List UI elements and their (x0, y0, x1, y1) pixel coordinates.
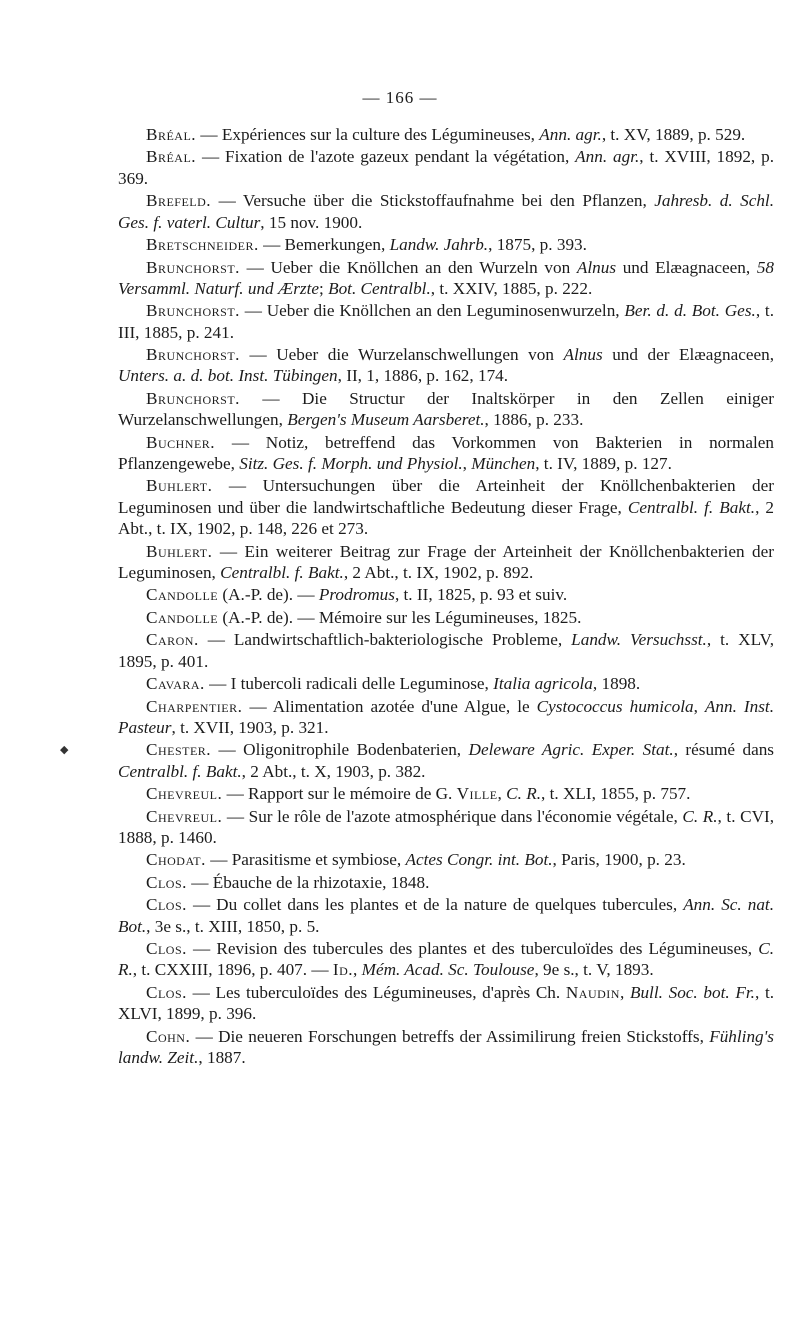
reference-entry (118, 475, 774, 539)
reference-author: Charpentier. (146, 696, 243, 716)
reference-entry (118, 432, 774, 475)
reference-text: ; (319, 278, 329, 298)
reference-author: Brunchorst. (146, 388, 240, 408)
reference-text: , résumé dans (673, 740, 774, 760)
reference-text: , 1887. (198, 1047, 246, 1067)
reference-entry (118, 388, 774, 431)
reference-text: — Ébauche de la rhizotaxie, 1848. (186, 872, 430, 892)
reference-text: , (462, 453, 472, 473)
reference-text: , t. XVIII, 1892, p. 369. (118, 147, 774, 188)
reference-text: , (353, 960, 362, 980)
reference-text: — Les tuberculoïdes des Légumineuses, d'après Ch. (186, 982, 566, 1002)
reference-text: (A.-P. de). — Mémoire sur les Légumineuses, 1825. (218, 607, 582, 627)
reference-entry (118, 806, 774, 849)
reference-text: — Expériences sur la culture des Légumineuses, (196, 125, 540, 144)
reference-source: Ann. Sc. nat. Bot. (118, 895, 775, 936)
reference-text: , 2 Abt., t. X, 1903, p. 382. (241, 761, 426, 781)
reference-author: Chester. (146, 740, 212, 760)
reference-text: — Ein weiterer Beitrag zur Frage der Arteinheit der Knöllchenbakterien der Leguminosen, (118, 541, 774, 582)
reference-source: Prodromus (318, 585, 395, 605)
reference-text: , II, 1, 1886, p. 162, 174. (337, 366, 509, 386)
reference-source: Sitz. Ges. f. Morph. und Physiol. (239, 453, 463, 473)
reference-text: , (693, 696, 705, 716)
reference-source: Alnus (563, 345, 603, 365)
reference-text: — Fixation de l'azote gazeux pendant la végétation, (196, 147, 576, 167)
reference-entry (118, 190, 774, 233)
reference-entry (118, 257, 774, 300)
reference-source: Unters. a. d. bot. Inst. Tübingen (118, 366, 338, 386)
reference-author: Candolle (146, 585, 219, 605)
reference-source: C. R. (118, 939, 774, 980)
reference-text: — Notiz, betreffend das Vorkommen von Bakterien in normalen Pflanzengewebe, (118, 432, 774, 473)
reference-source: Ann. agr. (539, 125, 602, 144)
reference-source: Fühling's landw. Zeit. (118, 1026, 774, 1067)
reference-source: Cystococcus humicola (536, 696, 694, 716)
reference-author: Cohn. (146, 1026, 191, 1046)
reference-text: , t. XLV, 1895, p. 401. (118, 630, 774, 671)
reference-text: , t. XLVI, 1899, p. 396. (118, 982, 775, 1024)
bibliography-list (118, 124, 774, 1069)
reference-text: — Revision des tubercules des plantes et des tuberculoïdes des Légumineuses, (186, 939, 759, 959)
reference-author: Ville (456, 784, 498, 804)
reference-entry (118, 541, 774, 584)
reference-entry (118, 607, 774, 628)
reference-entry (118, 894, 774, 937)
reference-entry (118, 234, 774, 255)
reference-source: Bull. Soc. bot. Fr. (629, 982, 755, 1002)
reference-entry (118, 849, 774, 870)
reference-author: Bréal. (146, 125, 197, 144)
reference-source: Centralbl. f. Bakt. (627, 497, 756, 517)
reference-entry (118, 696, 774, 739)
reference-text: — Bemerkungen, (258, 235, 390, 255)
reference-author: Clos. (146, 982, 187, 1002)
reference-source: Centralbl. f. Bakt. (118, 761, 242, 781)
reference-text: — Versuche über die Stickstoffaufnahme bei den Pflanzen, (211, 191, 655, 211)
reference-text: , t. III, 1885, p. 241. (118, 301, 774, 342)
reference-entry (118, 124, 774, 145)
reference-author: Bréal. (146, 147, 197, 167)
reference-source: Jahresb. d. Schl. Ges. f. vaterl. Cultur (118, 191, 774, 232)
reference-source: Actes Congr. int. Bot. (405, 850, 553, 870)
reference-text: (A.-P. de). — (218, 585, 319, 605)
reference-text: , (619, 982, 630, 1002)
reference-source: München (471, 453, 536, 473)
reference-text: , t. II, 1825, p. 93 et suiv. (394, 585, 568, 605)
reference-entry (118, 584, 774, 605)
reference-text: — Landwirtschaftlich-bakteriologische Probleme, (198, 630, 572, 650)
reference-text: — Oligonitrophile Bodenbaterien, (211, 740, 469, 760)
reference-text: , 15 nov. 1900. (260, 212, 363, 232)
reference-source: Alnus (576, 257, 617, 277)
reference-author: Brunchorst. (146, 257, 240, 277)
reference-author: Chodat. (146, 850, 206, 870)
reference-entry (118, 344, 774, 387)
reference-text: — Du collet dans les plantes et de la nature de quelques tubercules, (186, 895, 684, 915)
reference-entry (118, 938, 774, 981)
reference-source: Bergen's Museum Aarsberet. (287, 410, 485, 430)
reference-text: und Elæagnaceen, (616, 257, 757, 277)
reference-text: , 1898. (592, 674, 641, 694)
reference-author: Id. (332, 960, 354, 980)
reference-author: Buhlert. (146, 541, 213, 561)
reference-author: Bretschneider. (146, 235, 259, 255)
reference-text: — Ueber die Wurzelanschwellungen von (239, 345, 564, 365)
reference-entry (118, 146, 774, 189)
reference-entry (118, 1026, 774, 1069)
reference-text: — Alimentation azotée d'une Algue, le (242, 696, 537, 716)
reference-author: Buhlert. (146, 476, 213, 496)
reference-author: Buchner. (146, 432, 216, 452)
reference-source: Italia agricola (493, 674, 593, 694)
reference-text: — Sur le rôle de l'azote atmosphérique dans l'économie végétale, (222, 806, 683, 826)
reference-source: C. R. (682, 806, 718, 826)
reference-source: Landw. Jahrb. (389, 235, 489, 255)
reference-entry (118, 783, 774, 804)
reference-text: — Die Structur der Inaltskörper in den Zellen einiger Wurzelanschwellungen, (118, 388, 774, 430)
reference-author: Chevreul. (146, 784, 223, 804)
reference-author: Clos. (146, 939, 187, 959)
reference-author: Brunchorst. (146, 301, 240, 321)
reference-text: , 2 Abt., t. IX, 1902, p. 892. (343, 562, 534, 582)
reference-source: Deleware Agric. Exper. Stat. (468, 740, 674, 760)
reference-text: und der Elæagnaceen, (602, 345, 774, 365)
reference-author: Caron. (146, 630, 199, 650)
page-number: — 166 — (362, 88, 438, 107)
reference-text: , t. XVII, 1903, p. 321. (171, 717, 329, 737)
reference-entry (118, 673, 774, 694)
reference-source: 58 Versamml. Naturf. und Ærzte (118, 257, 774, 298)
reference-text: , 3e s., t. XIII, 1850, p. 5. (146, 916, 320, 936)
reference-author: Brunchorst. (146, 345, 240, 365)
reference-text: , t. CXXIII, 1896, p. 407. — (132, 960, 333, 980)
reference-text: , t. XLI, 1855, p. 757. (541, 784, 691, 804)
reference-text: — Parasitisme et symbiose, (205, 850, 406, 870)
reference-text: — Ueber die Knöllchen an den Leguminosenwurzeln, (239, 301, 625, 321)
reference-entry (118, 739, 774, 782)
reference-author: Naudin (565, 982, 620, 1002)
reference-text: , 1875, p. 393. (488, 235, 587, 255)
reference-author: Clos. (146, 895, 187, 915)
reference-entry (118, 300, 774, 343)
reference-author: Cavara. (146, 674, 205, 694)
reference-source: Centralbl. f. Bakt. (220, 562, 344, 582)
reference-source: C. R. (506, 784, 541, 804)
reference-text: , t. CVI, 1888, p. 1460. (118, 806, 775, 847)
reference-author: Brefeld. (146, 191, 212, 211)
reference-text: , (497, 784, 507, 804)
reference-text: — Ueber die Knöllchen an den Wurzeln von (239, 257, 577, 277)
margin-mark: ◆ (60, 744, 69, 756)
reference-author: Candolle (146, 607, 219, 627)
reference-text: — Rapport sur le mémoire de G. (222, 784, 457, 804)
reference-source: Ann. agr. (575, 147, 640, 167)
reference-entry (118, 629, 774, 672)
reference-source: Ber. d. d. Bot. Ges. (624, 301, 756, 321)
reference-text: , 1886, p. 233. (484, 410, 584, 430)
reference-text: , t. IV, 1889, p. 127. (535, 453, 672, 473)
reference-text: , Paris, 1900, p. 23. (552, 850, 686, 870)
reference-text: — Die neueren Forschungen betreffs der Assimilirung freien Stickstoffs, (190, 1026, 710, 1046)
reference-author: Clos. (146, 872, 187, 892)
reference-source: Ann. Inst. Pasteur (118, 696, 774, 737)
reference-source: Bot. Centralbl. (328, 278, 431, 298)
reference-source: Landw. Versuchsst. (571, 630, 707, 650)
reference-text: , t. XXIV, 1885, p. 222. (430, 278, 593, 298)
reference-text: , 9e s., t. V, 1893. (534, 960, 654, 980)
reference-text: — I tubercoli radicali delle Leguminose, (204, 674, 494, 694)
reference-text: — Untersuchungen über die Arteinheit der Knöllchenbakterien der Leguminosen und über die landwirtschaftliche Bedeutung dieser Frage, (118, 476, 774, 517)
reference-author: Chevreul. (146, 806, 223, 826)
reference-entry (118, 872, 774, 893)
reference-text: , 2 Abt., t. IX, 1902, p. 148, 226 et 273. (118, 497, 774, 539)
reference-entry (118, 982, 774, 1025)
reference-text: , t. XV, 1889, p. 529. (601, 125, 746, 144)
reference-source: Mém. Acad. Sc. Toulouse (361, 960, 535, 980)
